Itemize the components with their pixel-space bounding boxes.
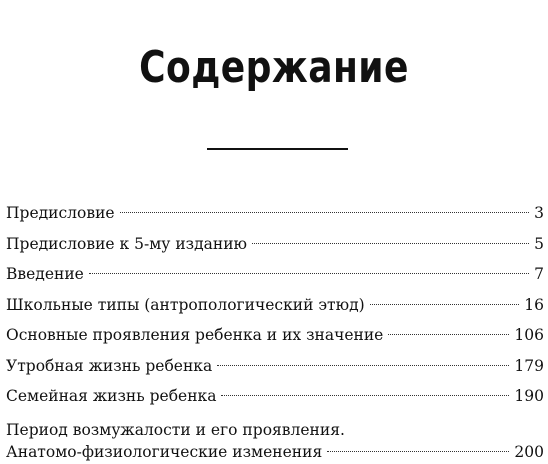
toc-entry-label: Семейная жизнь ребенка — [6, 387, 217, 405]
toc-entry-label: Школьные типы (антропологический этюд) — [6, 295, 365, 314]
toc-entry — [6, 229, 544, 260]
toc-entry-page: 179 — [514, 356, 544, 375]
toc-entry — [6, 381, 544, 412]
toc-leader-dots — [388, 334, 509, 335]
toc-leader-dots — [221, 395, 509, 396]
toc-entry-label: Утробная жизнь ребенка — [6, 356, 213, 375]
toc-leader-dots — [327, 451, 509, 452]
toc-leader-dots — [370, 304, 520, 305]
toc-entry-page: 5 — [534, 234, 544, 253]
toc-entry-first-line — [6, 420, 544, 440]
toc-leader-dots — [217, 365, 509, 366]
title-divider — [207, 148, 348, 150]
toc-entry-label: Предисловие — [6, 204, 115, 222]
toc-leader-dots — [120, 212, 530, 213]
toc-entry-label-line1: Период возмужалости и его проявления. — [6, 420, 345, 439]
toc-entry-page: 106 — [514, 326, 544, 344]
toc-entry — [6, 320, 544, 351]
toc-entry-page: 16 — [524, 295, 544, 314]
toc-leader-dots — [89, 273, 529, 274]
toc-entry-page: 200 — [514, 442, 544, 461]
toc-entry — [6, 290, 544, 321]
toc-entry-page: 7 — [534, 265, 544, 283]
toc-entry — [6, 440, 544, 464]
page-title: Содержание — [139, 42, 409, 93]
toc-entry — [6, 198, 544, 229]
toc-entry-label: Анатомо-физиологические изменения — [6, 442, 323, 461]
toc-leader-dots — [252, 243, 529, 244]
toc-entry — [6, 351, 544, 382]
toc-entry-label: Введение — [6, 265, 84, 283]
toc-entry-label: Предисловие к 5-му изданию — [6, 234, 248, 253]
toc-entry-label: Основные проявления ребенка и их значение — [6, 326, 384, 344]
toc-entry — [6, 259, 544, 290]
toc-entry-page: 190 — [514, 387, 544, 405]
toc-entry-page: 3 — [534, 204, 544, 222]
table-of-contents — [6, 198, 544, 464]
